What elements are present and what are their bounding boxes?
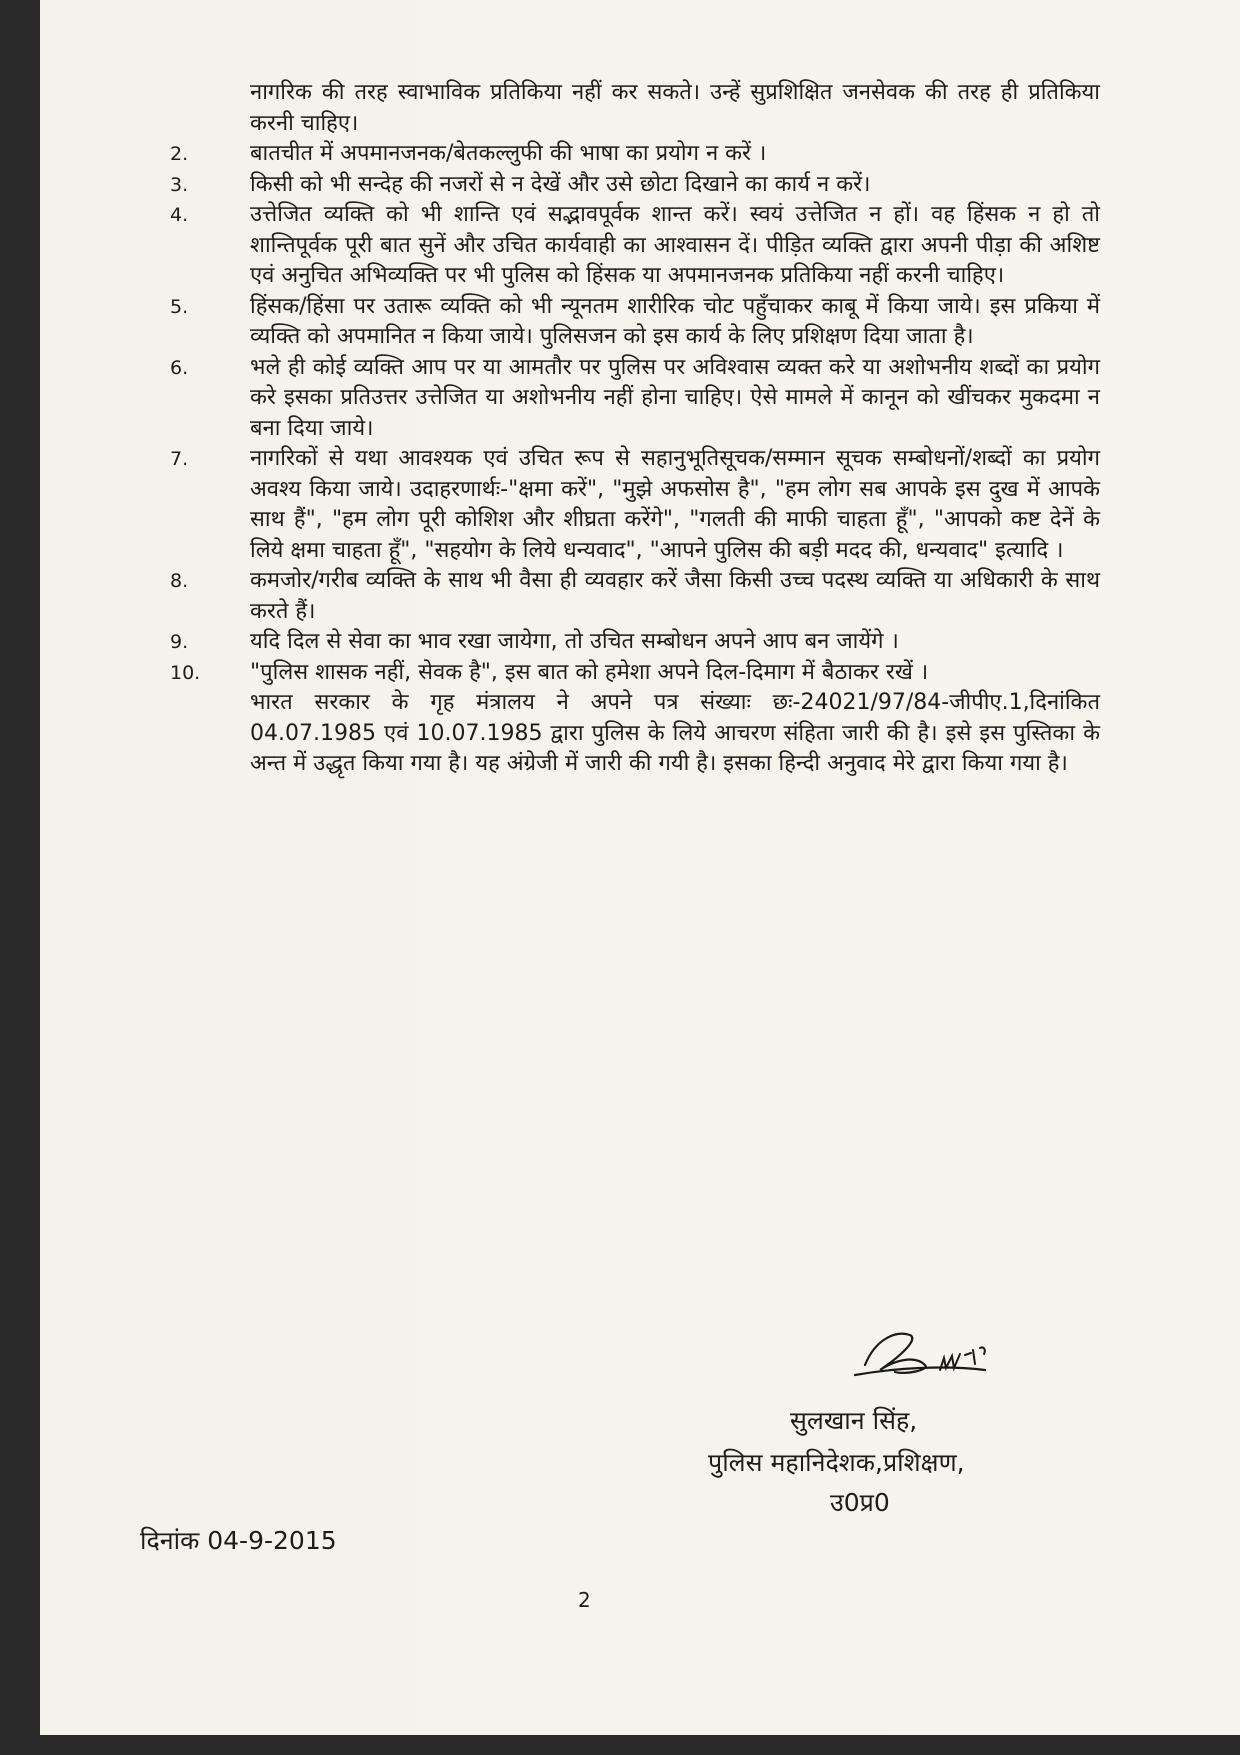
item-text: यदि दिल से सेवा का भाव रखा जायेगा, तो उचित सम्बोधन अपने आप बन जायेंगे । xyxy=(250,629,899,654)
signatory-designation: पुलिस महानिदेशक,प्रशिक्षण, xyxy=(708,1448,965,1477)
item-text: नागरिकों से यथा आवश्यक एवं उचित रूप से सहानुभूतिसूचक/सम्मान सूचक सम्बोधनों/शब्दों का प्रयोग अवश्य किया जाये। उदाहरणार्थः-"क्षमा करें", "मुझे अफसोस है", "हम लोग सब आपके इस दुख में आपके साथ हैं", "हम लोग पूरी कोशिश और शीघ्रता करेंगे", "गलती की माफी चाहता हूँ", "आपको कष्ट देनें के लिये क्षमा चाहता हूँ", "सहयोग के लिये धन्यवाद", "आपने पुलिस की बड़ी मदद की, धन्यवाद" इत्यादि । xyxy=(250,446,1100,563)
item-number: 6. xyxy=(170,356,189,379)
item-text: कमजोर/गरीब व्यक्ति के साथ भी वैसा ही व्यवहार करें जैसा किसी उच्च पदस्थ व्यक्ति या अधिकारी के साथ करते हैं। xyxy=(250,568,1100,624)
list-item xyxy=(140,566,1100,627)
signatory-name: सुलखान सिंह, xyxy=(790,1406,918,1435)
list-item xyxy=(140,658,1100,689)
item-number: 8. xyxy=(170,570,189,592)
document-date: दिनांक 04-9-2015 xyxy=(140,1526,337,1555)
signatory-place: उ0प्र0 xyxy=(830,1488,890,1517)
handwritten-signature xyxy=(835,1310,1035,1390)
closing-paragraph: भारत सरकार के गृह मंत्रालय ने अपने पत्र संख्याः छः-24021/97/84-जीपीए.1,दिनांकित 04.07.1985 एवं 10.07.1985 द्वारा पुलिस के लिये आचरण संहिता जारी की है। इसे इस पुस्तिका के अन्त में उद्धृत किया गया है। यह अंग्रेजी में जारी की गयी है। इसका हिन्दी अनुवाद मेरे द्वारा किया गया है। xyxy=(250,690,1100,776)
continuation-paragraph: नागरिक की तरह स्वाभाविक प्रतिकिया नहीं कर सकते। उन्हें सुप्रशिक्षित जनसेवक की तरह ही प्रतिकिया करनी चाहिए। xyxy=(250,80,1100,136)
document-body xyxy=(140,78,1100,780)
list-item xyxy=(140,292,1100,353)
list-item xyxy=(140,170,1100,201)
item-number: 7. xyxy=(170,448,189,470)
page-bottom-edge xyxy=(40,1735,1240,1755)
item-number: 9. xyxy=(170,631,189,653)
page-number: 2 xyxy=(578,1588,591,1612)
item-number: 3. xyxy=(170,173,189,196)
list-item xyxy=(140,444,1100,566)
item-text: हिंसक/हिंसा पर उतारू व्यक्ति को भी न्यूनतम शारीरिक चोट पहुँचाकर काबू में किया जाये। इस प्रकिया में व्यक्ति को अपमानित न किया जाये। पुलिसजन को इस कार्य के लिए प्रशिक्षण दिया जाता है। xyxy=(250,293,1100,349)
list-item xyxy=(140,139,1100,170)
item-number: 5. xyxy=(170,295,189,318)
item-number: 2. xyxy=(170,143,189,165)
item-text: भले ही कोई व्यक्ति आप पर या आमतौर पर पुलिस पर अविश्वास व्यक्त करे या अशोभनीय शब्दों का प्रयोग करे इसका प्रतिउत्तर उत्तेजित या अशोभनीय नहीं होना चाहिए। ऐसे मामले में कानून को खींचकर मुकदमा न बना दिया जाये। xyxy=(250,354,1100,441)
list-item xyxy=(140,200,1100,292)
list-item xyxy=(140,353,1100,445)
item-number: 4. xyxy=(170,204,189,226)
item-number: 10. xyxy=(170,661,201,684)
item-text: बातचीत में अपमानजनक/बेतकल्लुफी की भाषा का प्रयोग न करें । xyxy=(250,141,767,166)
item-text: उत्तेजित व्यक्ति को भी शान्ति एवं सद्भावपूर्वक शान्त करें। स्वयं उत्तेजित न हों। वह हिंसक न हो तो शान्तिपूर्वक पूरी बात सुनें और उचित कार्यवाही का आश्वासन दें। पीड़ित व्यक्ति द्वारा अपनी पीड़ा की अशिष्ट एवं अनुचित अभिव्यक्ति पर भी पुलिस को हिंसक या अपमानजनक प्रतिकिया नहीं करनी चाहिए। xyxy=(250,202,1100,288)
item-text: "पुलिस शासक नहीं, सेवक है", इस बात को हमेशा अपने दिल-दिमाग में बैठाकर रखें । xyxy=(250,659,929,685)
item-text: किसी को भी सन्देह की नजरों से न देखें और उसे छोटा दिखाने का कार्य न करें। xyxy=(250,171,871,197)
list-item xyxy=(140,627,1100,658)
